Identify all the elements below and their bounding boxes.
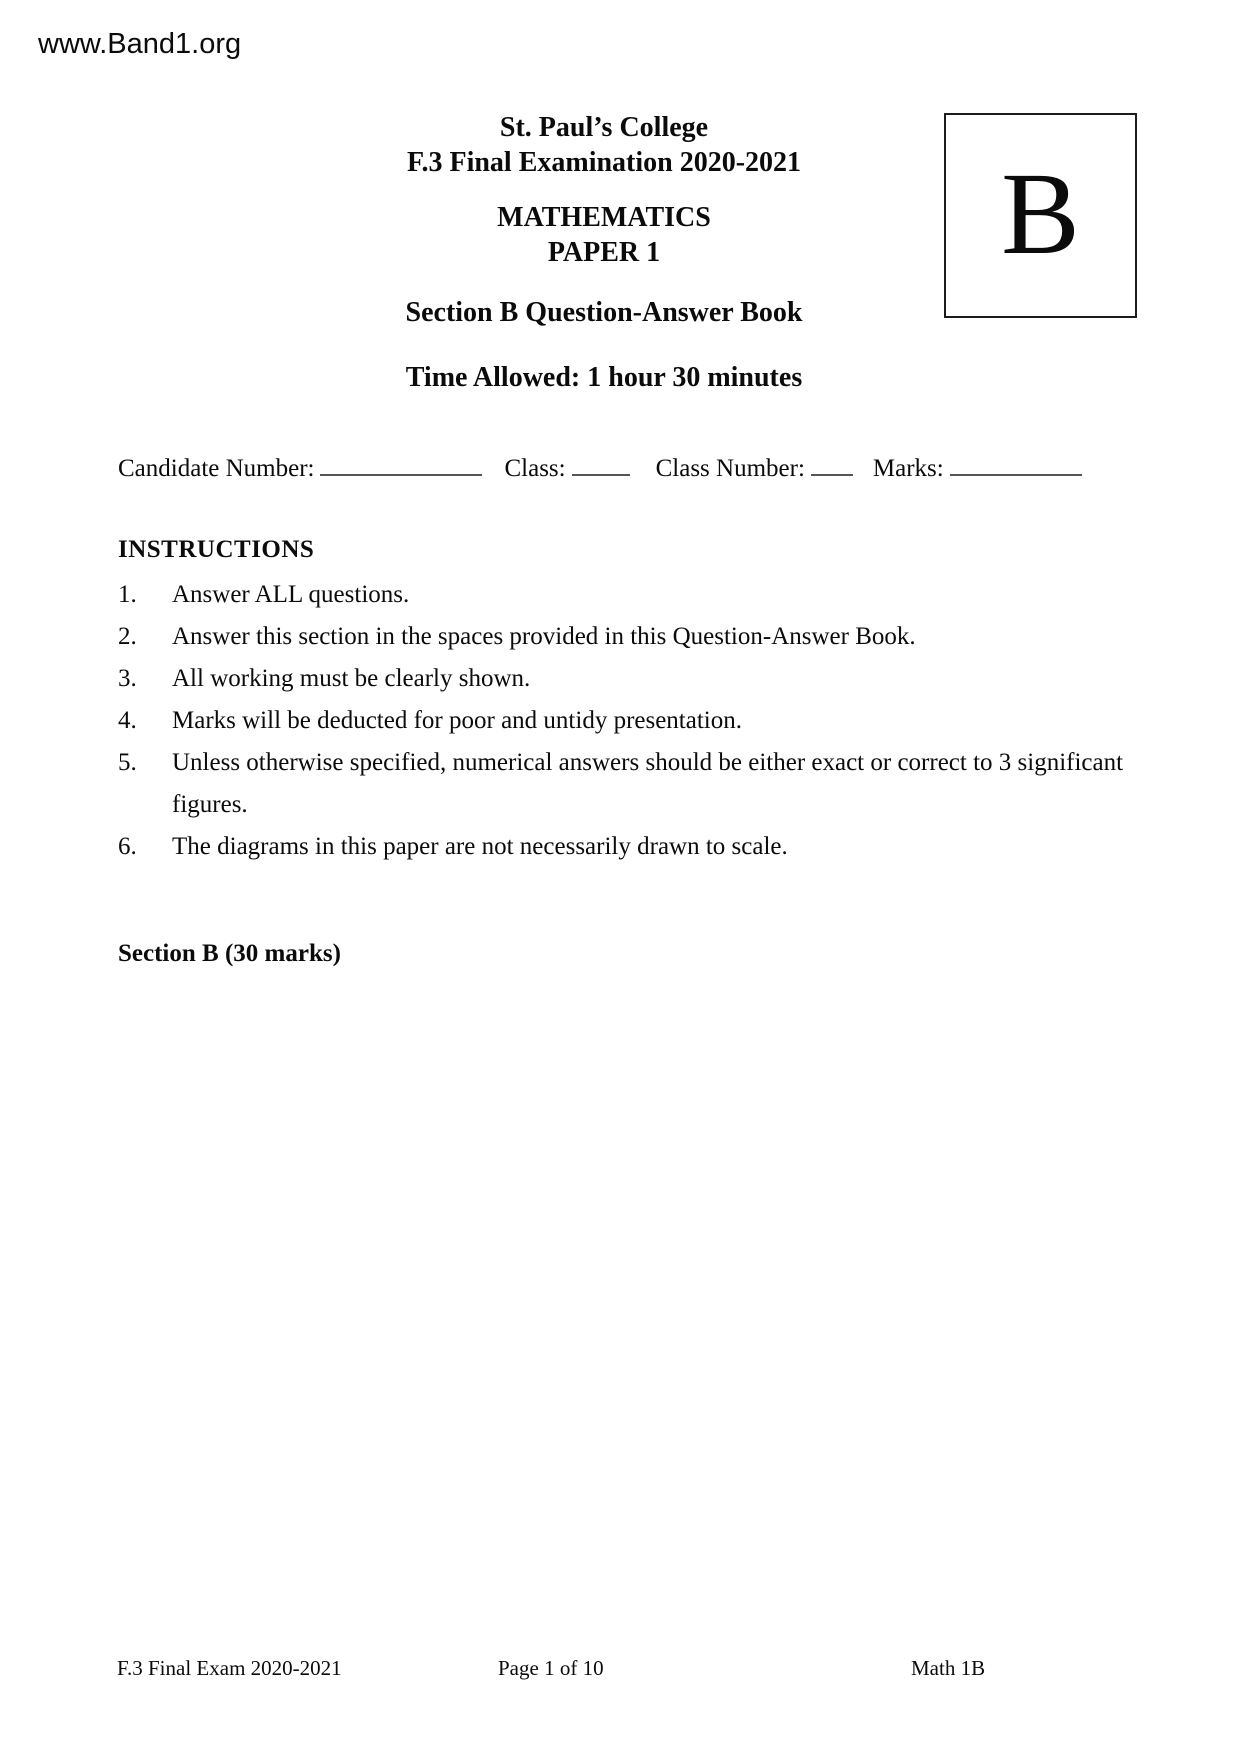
instruction-number: 1. (118, 581, 137, 608)
instruction-text-continued: figures. (172, 791, 248, 818)
instruction-text: Answer this section in the spaces provided in this Question-Answer Book. (172, 623, 916, 650)
candidate-number-blank (320, 452, 482, 476)
instruction-number: 6. (118, 833, 137, 860)
marks-label: Marks: (872, 455, 944, 482)
instruction-text: Answer ALL questions. (172, 581, 410, 608)
brand-watermark: www.Band1.org (38, 28, 242, 60)
instruction-item-1 (118, 574, 1138, 616)
class-number-blank (811, 452, 853, 476)
exam-title: F.3 Final Examination 2020-2021 (406, 147, 802, 178)
paper-title: PAPER 1 (547, 237, 661, 268)
instruction-item-4 (118, 700, 1138, 742)
instruction-text: Marks will be deducted for poor and untidy presentation. (172, 707, 742, 734)
instruction-item-3 (118, 658, 1138, 700)
class-blank (572, 452, 630, 476)
book-title: Section B Question-Answer Book (405, 297, 803, 328)
instruction-item-6 (118, 826, 1138, 868)
footer-exam-name: F.3 Final Exam 2020-2021 (117, 1656, 342, 1680)
instruction-item-2 (118, 616, 1138, 658)
marks-blank (950, 452, 1082, 476)
instruction-number: 3. (118, 665, 137, 692)
instruction-text: All working must be clearly shown. (172, 665, 531, 692)
candidate-info-row (118, 452, 1158, 483)
instruction-text: Unless otherwise specified, numerical answers should be either exact or correct to 3 significant (172, 749, 1124, 776)
footer-page-number: Page 1 of 10 (498, 1656, 604, 1680)
instruction-number: 2. (118, 623, 137, 650)
section-letter: B (1001, 148, 1080, 279)
instructions-heading: INSTRUCTIONS (118, 536, 315, 563)
section-b-heading: Section B (30 marks) (118, 940, 341, 967)
school-name: St. Paul’s College (499, 112, 709, 143)
instructions-list (118, 574, 1138, 868)
subject-title: MATHEMATICS (497, 202, 711, 233)
class-number-label: Class Number: (655, 455, 805, 482)
time-allowed: Time Allowed: 1 hour 30 minutes (405, 362, 803, 393)
instruction-number: 4. (118, 707, 137, 734)
instruction-item-5 (118, 742, 1138, 826)
instruction-number: 5. (118, 749, 137, 776)
class-label: Class: (504, 455, 566, 482)
section-letter-box (944, 113, 1137, 318)
candidate-number-label: Candidate Number: (118, 455, 315, 482)
footer-paper-code: Math 1B (911, 1656, 986, 1680)
instruction-text: The diagrams in this paper are not necessarily drawn to scale. (172, 833, 788, 860)
